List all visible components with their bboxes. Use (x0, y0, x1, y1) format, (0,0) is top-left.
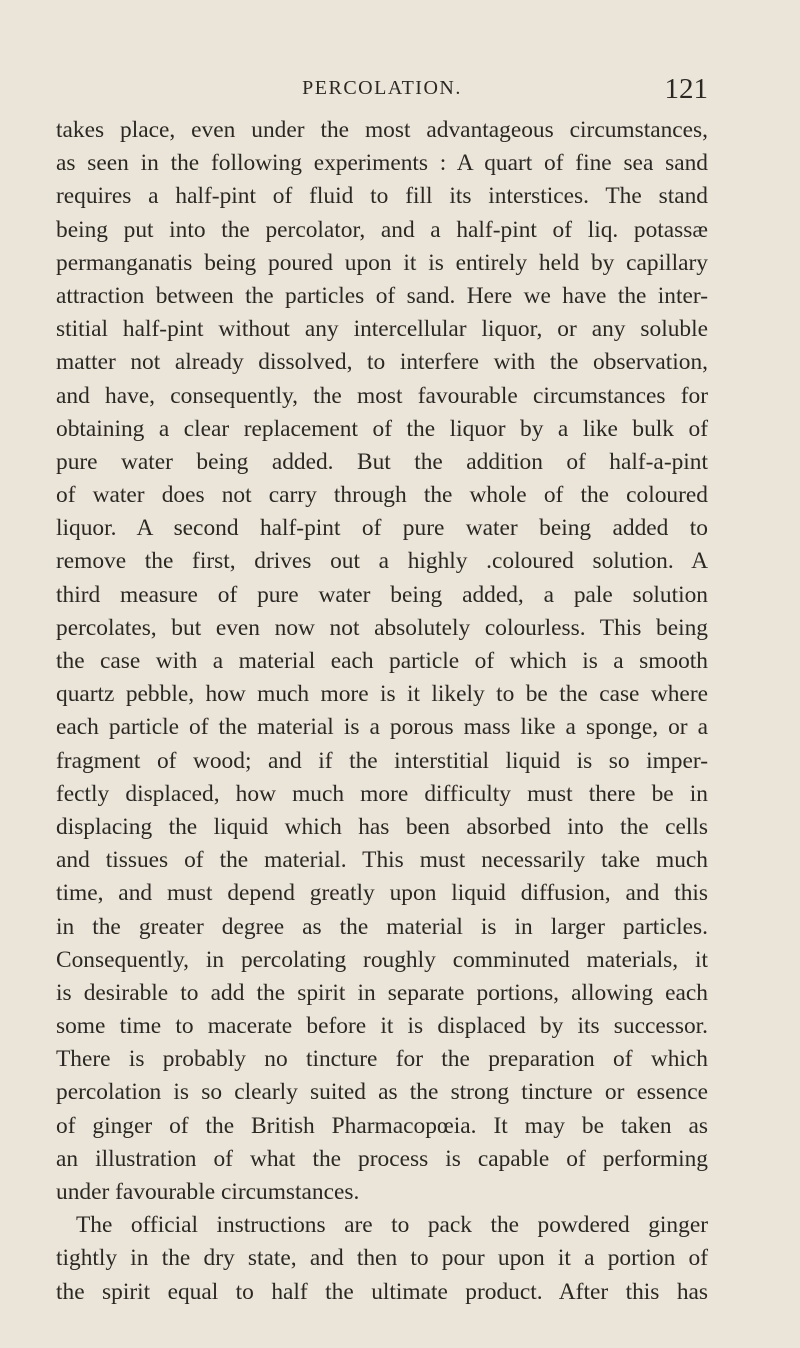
text-line: time, and must depend greatly upon liquid diffusion, and this (56, 880, 708, 907)
text-line: remove the first, drives out a highly .coloured solution. A (56, 548, 708, 575)
text-line: percolation is so clearly suited as the strong tincture or essence (56, 1079, 708, 1106)
text-line: stitial half-pint without any intercellular liquor, or any soluble (56, 316, 708, 343)
text-line: percolates, but even now not absolutely colourless. This being (56, 614, 708, 641)
text-line: the case with a material each particle of which is a smooth (56, 648, 708, 674)
text-line: as seen in the following experiments : A quart of fine sea sand (56, 150, 708, 177)
text-line: pure water being added. But the addition of half-a-pint (56, 448, 708, 475)
text-line: in the greater degree as the material is in larger particles. (56, 913, 708, 940)
page-number: 121 (664, 73, 708, 105)
text-line: each particle of the material is a porous mass like a sponge, or a (56, 714, 708, 741)
text-line: fectly displaced, how much more difficulty must there be in (56, 780, 708, 807)
text-line: takes place, even under the most advantageous circumstances, (56, 117, 708, 143)
text-line: obtaining a clear replacement of the liquor by a like bulk of (56, 415, 708, 442)
text-line: the spirit equal to half the ultimate product. After this has (56, 1278, 708, 1305)
text-line: The official instructions are to pack the powdered ginger (76, 1212, 708, 1239)
text-line: some time to macerate before it is displaced by its successor. (56, 1013, 708, 1040)
text-line: is desirable to add the spirit in separate portions, allowing each (56, 979, 708, 1006)
text-line: requires a half-pint of fluid to fill its interstices. The stand (56, 183, 708, 210)
text-line: attraction between the particles of sand. Here we have the inter- (56, 282, 708, 309)
text-line: and have, consequently, the most favourable circumstances for (56, 382, 708, 409)
text-line: liquor. A second half-pint of pure water being added to (56, 515, 708, 542)
text-line: quartz pebble, how much more is it likely to be the case where (56, 681, 708, 708)
text-line: matter not already dissolved, to interfere with the observation, (56, 349, 708, 376)
text-line: displacing the liquid which has been absorbed into the cells (56, 813, 708, 840)
body-text (56, 114, 708, 1309)
text-line: being put into the percolator, and a half-pint of liq. potassæ (56, 216, 708, 243)
text-line: tightly in the dry state, and then to pour upon it a portion of (56, 1245, 708, 1272)
text-line: an illustration of what the process is capable of performing (56, 1145, 708, 1172)
running-head (56, 73, 708, 107)
text-line: and tissues of the material. This must necessarily take much (56, 847, 708, 874)
text-line: third measure of pure water being added, a pale solution (56, 581, 708, 608)
text-line: of ginger of the British Pharmacopœia. It may be taken as (56, 1112, 708, 1139)
text-line: Consequently, in percolating roughly comminuted materials, it (56, 946, 708, 973)
text-line: fragment of wood; and if the interstitial liquid is so imper- (56, 747, 708, 774)
running-title: PERCOLATION. (302, 77, 462, 99)
text-line: of water does not carry through the whole of the coloured (56, 482, 708, 509)
text-line: There is probably no tincture for the preparation of which (56, 1046, 708, 1073)
text-line: permanganatis being poured upon it is entirely held by capillary (56, 249, 708, 276)
text-line: under favourable circumstances. (56, 1179, 360, 1205)
